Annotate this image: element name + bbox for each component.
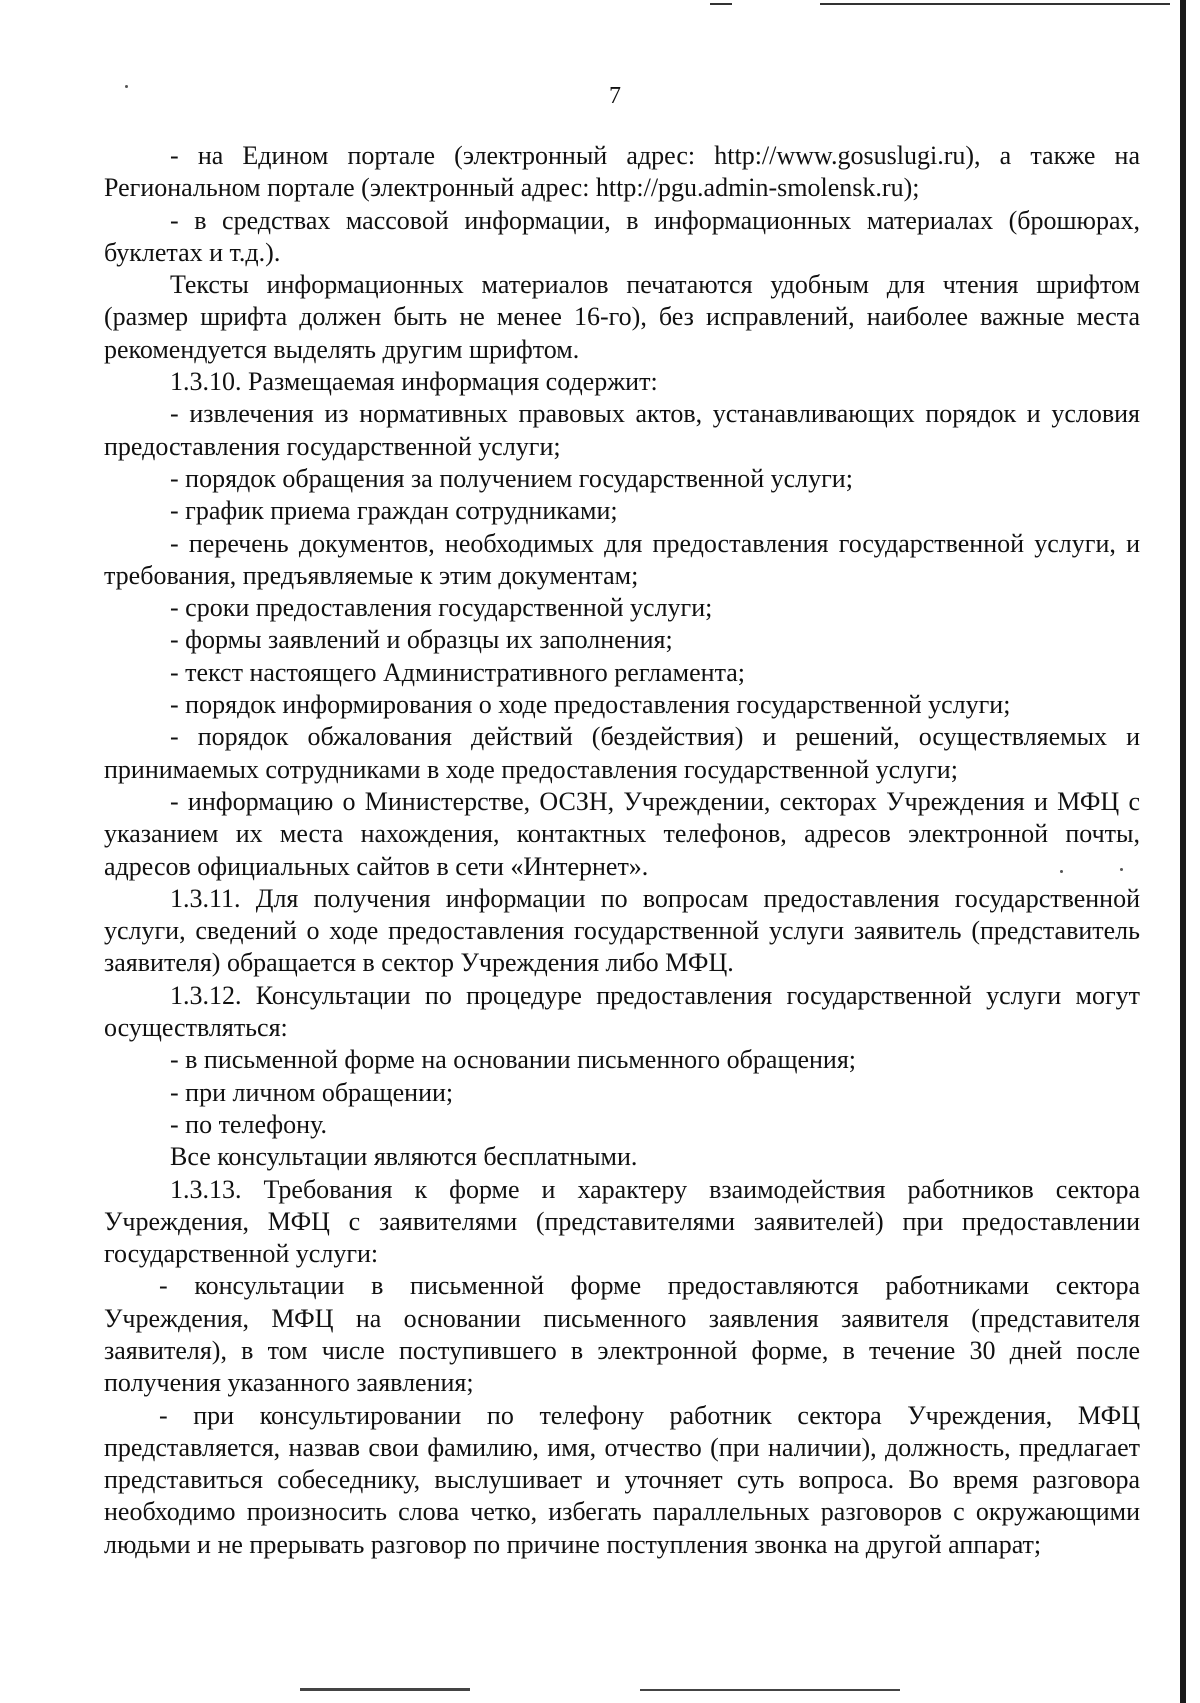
page-number: 7 bbox=[609, 83, 621, 109]
scan-artifact-bottom-rule bbox=[640, 1689, 900, 1691]
paragraph: - текст настоящего Административного регламента; bbox=[170, 657, 746, 687]
paragraph: Все консультации являются бесплатными. bbox=[170, 1142, 638, 1172]
paragraph: 1.3.13. Требования к форме и характеру взаимодействия работников сектора Учреждения, МФЦ с заявителями (представителями заявителей) при предоставлении государственной услуги: bbox=[104, 1174, 1140, 1269]
paragraph: - информацию о Министерстве, ОСЗН, Учреждении, секторах Учреждения и МФЦ с указанием их места нахождения, контактных телефонов, адресов электронной почты, адресов официальных сайтов в сети «Интернет». bbox=[104, 786, 1140, 881]
paragraph: - по телефону. bbox=[170, 1109, 327, 1139]
scan-artifact-top-rule bbox=[820, 3, 1170, 5]
scan-edge-shadow bbox=[1180, 0, 1186, 1703]
paragraph: - порядок обращения за получением государственной услуги; bbox=[170, 463, 853, 493]
paragraph: - график приема граждан сотрудниками; bbox=[170, 496, 618, 526]
paragraph: - в письменной форме на основании письменного обращения; bbox=[170, 1045, 857, 1075]
scan-artifact-bottom-rule bbox=[300, 1688, 470, 1691]
paragraph: - на Едином портале (электронный адрес: http://www.gosuslugi.ru), а также на Региональном портале (электронный адрес: http://pgu.admin-smolensk.ru); bbox=[104, 141, 1140, 203]
paragraph: - перечень документов, необходимых для предоставления государственной услуги, и требования, предъявляемые к этим документам; bbox=[104, 528, 1140, 590]
paragraph: 1.3.11. Для получения информации по вопросам предоставления государственной услуги, сведений о ходе предоставления государственной услуги заявитель (представитель заявителя) обращается в сектор Учреждения либо МФЦ. bbox=[104, 883, 1140, 978]
paragraph: Тексты информационных материалов печатаются удобным для чтения шрифтом (размер шрифта должен быть не менее 16-го), без исправлений, наиболее важные места рекомендуется выделять другим шрифтом. bbox=[104, 270, 1140, 364]
paragraph: - извлечения из нормативных правовых актов, устанавливающих порядок и условия предоставления государственной услуги; bbox=[104, 399, 1140, 461]
document-body bbox=[104, 140, 1140, 1561]
paragraph: 1.3.10. Размещаемая информация содержит: bbox=[170, 367, 658, 397]
paragraph: - сроки предоставления государственной услуги; bbox=[170, 593, 713, 623]
paragraph: - порядок информирования о ходе предоставления государственной услуги; bbox=[170, 690, 1011, 720]
paragraph: - формы заявлений и образцы их заполнения; bbox=[170, 625, 673, 655]
paragraph: 1.3.12. Консультации по процедуре предоставления государственной услуги могут осуществляться: bbox=[104, 980, 1140, 1043]
paragraph: - в средствах массовой информации, в информационных материалах (брошюрах, буклетах и т.д.). bbox=[104, 205, 1140, 267]
paragraph: - порядок обжалования действий (бездействия) и решений, осуществляемых и принимаемых сотрудниками в ходе предоставления государственной услуги; bbox=[104, 722, 1140, 784]
scan-artifact-top-dash bbox=[710, 3, 732, 5]
paragraph: - консультации в письменной форме предоставляются работниками сектора Учреждения, МФЦ на основании письменного заявления заявителя (представителя заявителя), в том числе поступившего в электронной форме, в течение 30 дней после получения указанного заявления; bbox=[104, 1271, 1140, 1398]
paragraph: - при консультировании по телефону работник сектора Учреждения, МФЦ представляется, назвав свои фамилию, имя, отчество (при наличии), должность, предлагает представиться собеседнику, выслушивает и уточняет суть вопроса. Во время разговора необходимо произносить слова четко, избегать параллельных разговоров с окружающими людьми и не прерывать разговор по причине поступления звонка на другой аппарат; bbox=[104, 1400, 1140, 1559]
paragraph: - при личном обращении; bbox=[170, 1077, 454, 1107]
